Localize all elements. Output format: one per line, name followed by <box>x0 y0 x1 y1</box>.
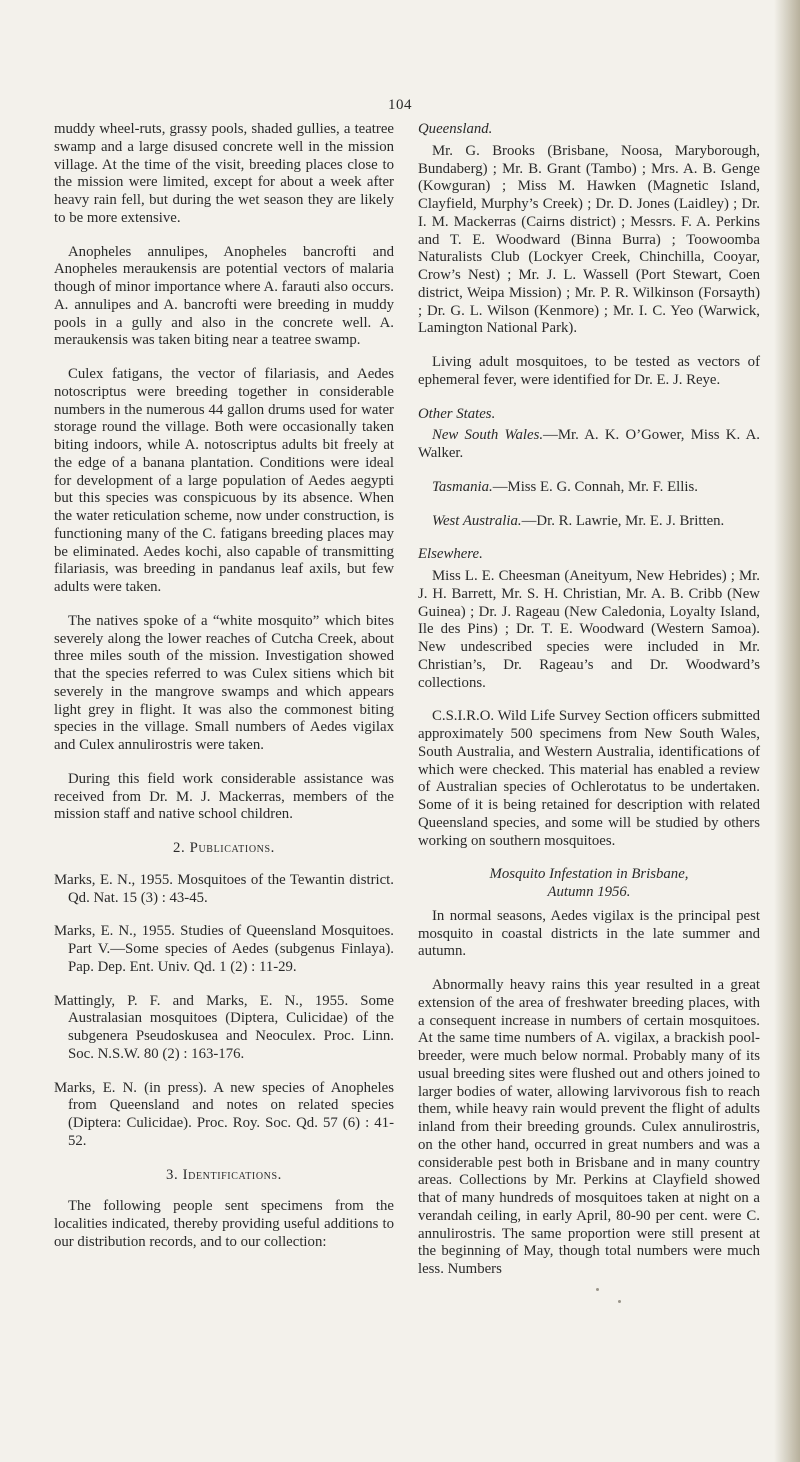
paragraph-csiro: C.S.I.R.O. Wild Life Survey Section officers submitted approximately 500 specimens from New South Wales, South Australia, and Western Australia, identifications of which were checked. This material has enabled a review of Australian species of Ochlerotatus to be undertaken. Some of it is being retained for description with related Queensland species, and some will be studied by others working on southern mosquitoes. <box>418 708 760 849</box>
paragraph-nsw <box>418 427 760 463</box>
paragraph-acknowledgement: During this field work considerable assistance was received from Dr. M. J. Mackerras, members of the mission staff and native school children. <box>54 770 394 823</box>
right-column <box>418 121 760 1295</box>
paragraph-white-mosquito: The natives spoke of a “white mosquito” which bites severely along the lower reaches of Cutcha Creek, about three miles south of the mission. Investigation showed that the species referred to was Culex sitiens which bit severely in the mangrove swamps and which appears light grey in flight. It was also the commonest biting species in the village. Small numbers of Aedes vigilax and Culex annulirostris were taken. <box>54 612 394 753</box>
paragraph-specimens-intro: The following people sent specimens from the localities indicated, thereby providing useful additions to our distribution records, and to our collection: <box>54 1198 394 1250</box>
reference-entry: Marks, E. N., 1955. Mosquitoes of the Tewantin district. Qd. Nat. 15 (3) : 43-45. <box>54 871 394 906</box>
scan-speck <box>618 1300 621 1303</box>
section-heading-infestation-line2: Autumn 1956. <box>547 884 631 900</box>
paragraph-normal-seasons: In normal seasons, Aedes vigilax is the principal pest mosquito in coastal districts in the late summer and autumn. <box>418 907 760 960</box>
section-heading-infestation-line1: Mosquito Infestation in Brisbane, <box>489 866 689 883</box>
paragraph-living-adults: Living adult mosquitoes, to be tested as vectors of ephemeral fever, were identified for Dr. E. J. Reye. <box>418 354 760 388</box>
section-heading-identifications: 3. Identifications. <box>166 1166 282 1183</box>
paragraph-queensland-contributors: Mr. G. Brooks (Brisbane, Noosa, Maryborough, Bundaberg) ; Mr. B. Grant (Tambo) ; Mrs. A. B. Genge (Kowguran) ; Miss M. Hawken (Magnetic Island, Clayfield, Murphy’s Creek) ; Dr. D. Jones (Laidley) ; Dr. I. M. Mackerras (Cairns district) ; Messrs. F. A. Perkins and T. E. Woodward (Binna Burra) ; Toowoomba Naturalists Club (Lockyer Creek, Chinchilla, Cooyar, Crow’s Nest) ; Mr. J. L. Wassell (Port Stewart, Coen district, Weipa Mission) ; Mr. P. R. Wilkinson (Forsayth) ; Dr. G. L. Wilson (Kenmore) ; Mr. I. C. Yeo (Warwick, Lamington National Park). <box>418 142 760 337</box>
paragraph-heavy-rains: Abnormally heavy rains this year resulted in a great extension of the area of freshwater breeding places, with a consequent increase in numbers of certain mosquitoes. At the same time numbers of A. vigilax, a brackish pool-breeder, were much below normal. Probably many of its usual breeding sites were flushed out and others joined to larger bodies of water, allowing larvivorous fish to reach them, while heavy rain would prevent the flight of adults inland from their breeding grounds. Culex annulirostris, on the other hand, occurred in great numbers and was a considerable pest both in Brisbane and in many country areas. Collections by Mr. Perkins at Clayfield showed that of many hundreds of mosquitoes taken at night on a verandah ceiling, in early April, 80-90 per cent. were C. annulirostris. The same proportion were still present at the beginning of May, though total numbers were much less. Numbers <box>418 977 760 1277</box>
text-tasmania: —Miss E. G. Connah, Mr. F. Ellis. <box>492 478 698 495</box>
text-nsw: —Mr. A. K. O’Gower, Miss K. A. Walker. <box>418 427 760 461</box>
subheading-other-states: Other States. <box>418 405 496 422</box>
label-tasmania: Tasmania. <box>432 478 493 495</box>
paragraph-elsewhere-contributors: Miss L. E. Cheesman (Aneityum, New Hebrides) ; Mr. J. H. Barrett, Mr. S. H. Christian, Mr. A. B. Cribb (New Guinea) ; Dr. J. Rageau (New Caledonia, Loyalty Island, Ile des Pins) ; Dr. T. E. Woodward (Western Samoa). New undescribed species were included in Mr. Christian’s, Dr. Rageau’s and Dr. Woodward’s collections. <box>418 568 760 691</box>
section-heading-infestation <box>418 866 760 902</box>
page-number: 104 <box>388 97 412 113</box>
subheading-elsewhere: Elsewhere. <box>418 546 483 563</box>
section-heading-publications: 2. Publications. <box>173 840 275 856</box>
subheading-queensland: Queensland. <box>418 121 493 137</box>
paragraph-breeding-places: muddy wheel-ruts, grassy pools, shaded gullies, a teatree swamp and a large disused concrete well in the mission village. At the time of the visit, breeding places close to the mission were limited, except for about a week after heavy rain fell, but during the wet season they are likely to be more extensive. <box>54 121 394 226</box>
label-west-australia: West Australia. <box>432 512 522 529</box>
paragraph-west-australia <box>418 513 760 531</box>
paragraph-culex-fatigans: Culex fatigans, the vector of filariasis, and Aedes notoscriptus were breeding together in considerable numbers in the numerous 44 gallon drums used for water storage round the village. Both were occasionally taken biting indoors, while A. notoscriptus adults bit freely at the edge of a banana plantation. Conditions were ideal for development of a large population of Aedes aegypti but this species was conspicuous by its absence. When the water reticulation scheme, now under construction, is functioning many of the C. fatigans breeding places may be eliminated. Aedes kochi, also capable of transmitting filariasis, was breeding in pandanus leaf axils, but few adults were taken. <box>54 366 394 595</box>
page-edge-shadow <box>774 0 800 1462</box>
paragraph-anopheles: Anopheles annulipes, Anopheles bancrofti and Anopheles meraukensis are potential vectors of malaria though of minor importance where A. farauti also occurs. A. annulipes and A. bancrofti were breeding in muddy pools in a gully and also in the concrete well. A. meraukensis was taken biting near a teatree swamp. <box>54 243 394 349</box>
text-west-australia: —Dr. R. Lawrie, Mr. E. J. Britten. <box>521 512 725 529</box>
reference-entry: Mattingly, P. F. and Marks, E. N., 1955. Some Australasian mosquitoes (Diptera, Culicidae) of the subgenera Pseudoskusea and Neoculex. Proc. Linn. Soc. N.S.W. 80 (2) : 163-176. <box>54 992 394 1062</box>
reference-entry: Marks, E. N., 1955. Studies of Queensland Mosquitoes. Part V.—Some species of Aedes (subgenus Finlaya). Pap. Dep. Ent. Univ. Qd. 1 (2) : 11-29. <box>54 923 394 975</box>
label-nsw: New South Wales. <box>432 427 544 444</box>
paragraph-tasmania <box>418 479 760 497</box>
scan-speck <box>596 1288 599 1291</box>
left-column <box>54 121 394 1268</box>
reference-entry: Marks, E. N. (in press). A new species of Anopheles from Queensland and notes on related species (Diptera: Culicidae). Proc. Roy. Soc. Qd. 57 (6) : 41-52. <box>54 1079 394 1149</box>
